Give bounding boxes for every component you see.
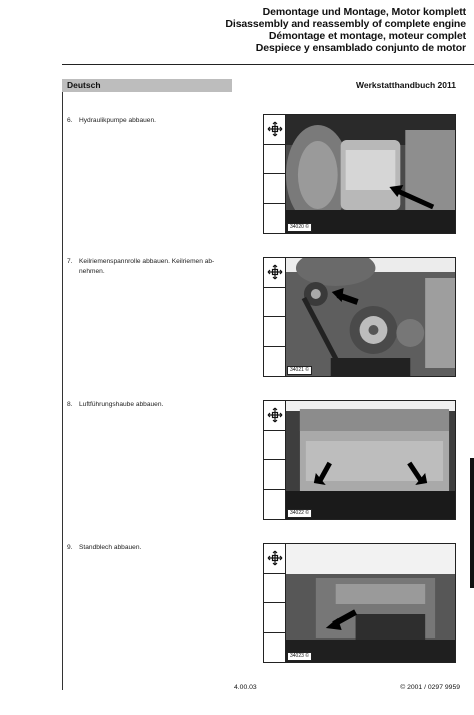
- step-number: 8.: [67, 401, 73, 408]
- step-9: [67, 543, 237, 553]
- engine-photo: [286, 258, 455, 376]
- figure-34023: [263, 543, 456, 663]
- step-7: [67, 257, 237, 276]
- title-en: Disassembly and reassembly of complete engine: [225, 18, 466, 30]
- figure-icon-column: [264, 401, 286, 519]
- step-text: Standblech abbauen.: [79, 544, 142, 551]
- step-8: [67, 400, 237, 410]
- step-text: Hydraulikpumpe abbauen.: [79, 117, 156, 124]
- step-6: [67, 116, 237, 126]
- step-number: 9.: [67, 544, 73, 551]
- step-text-continued: nehmen.: [79, 267, 105, 275]
- title-de: Demontage und Montage, Motor komplett: [262, 6, 466, 18]
- copyright-notice: © 2001 / 0297 9959: [400, 684, 460, 691]
- chapter-tab-marker: [470, 458, 474, 588]
- title-es: Despiece y ensamblado conjunto de motor: [255, 42, 466, 54]
- step-text: Keilriemenspannrolle abbauen. Keilriemen ab-: [79, 258, 215, 265]
- disassembly-arrows-icon: [267, 264, 283, 280]
- disassembly-arrows-icon: [267, 407, 283, 423]
- figure-icon-column: [264, 258, 286, 376]
- step-number: 6.: [67, 117, 73, 124]
- figure-code: 34020 ©: [287, 223, 312, 232]
- language-label: Deutsch: [62, 79, 232, 92]
- figure-icon-column: [264, 115, 286, 233]
- figure-code: 34021 ©: [287, 366, 312, 375]
- disassembly-arrows-icon: [267, 550, 283, 566]
- figure-icon-column: [264, 544, 286, 662]
- figure-34020: [263, 114, 456, 234]
- figure-34021: [263, 257, 456, 377]
- step-text: Luftführungshaube abbauen.: [79, 401, 164, 408]
- engine-photo: [286, 401, 455, 519]
- margin-rule: [62, 92, 63, 690]
- engine-photo: [286, 544, 455, 662]
- manual-title: Werkstatthandbuch 2011: [356, 80, 456, 90]
- figure-34022: [263, 400, 456, 520]
- engine-photo: [286, 115, 455, 233]
- title-fr: Démontage et montage, moteur complet: [268, 30, 466, 42]
- document-title-block: [166, 6, 466, 54]
- page-number: 4.00.03: [234, 684, 257, 691]
- figure-code: 34022 ©: [287, 509, 312, 518]
- disassembly-arrows-icon: [267, 121, 283, 137]
- header-divider: [62, 64, 474, 65]
- figure-code: 34023 ©: [287, 652, 312, 661]
- step-number: 7.: [67, 258, 73, 265]
